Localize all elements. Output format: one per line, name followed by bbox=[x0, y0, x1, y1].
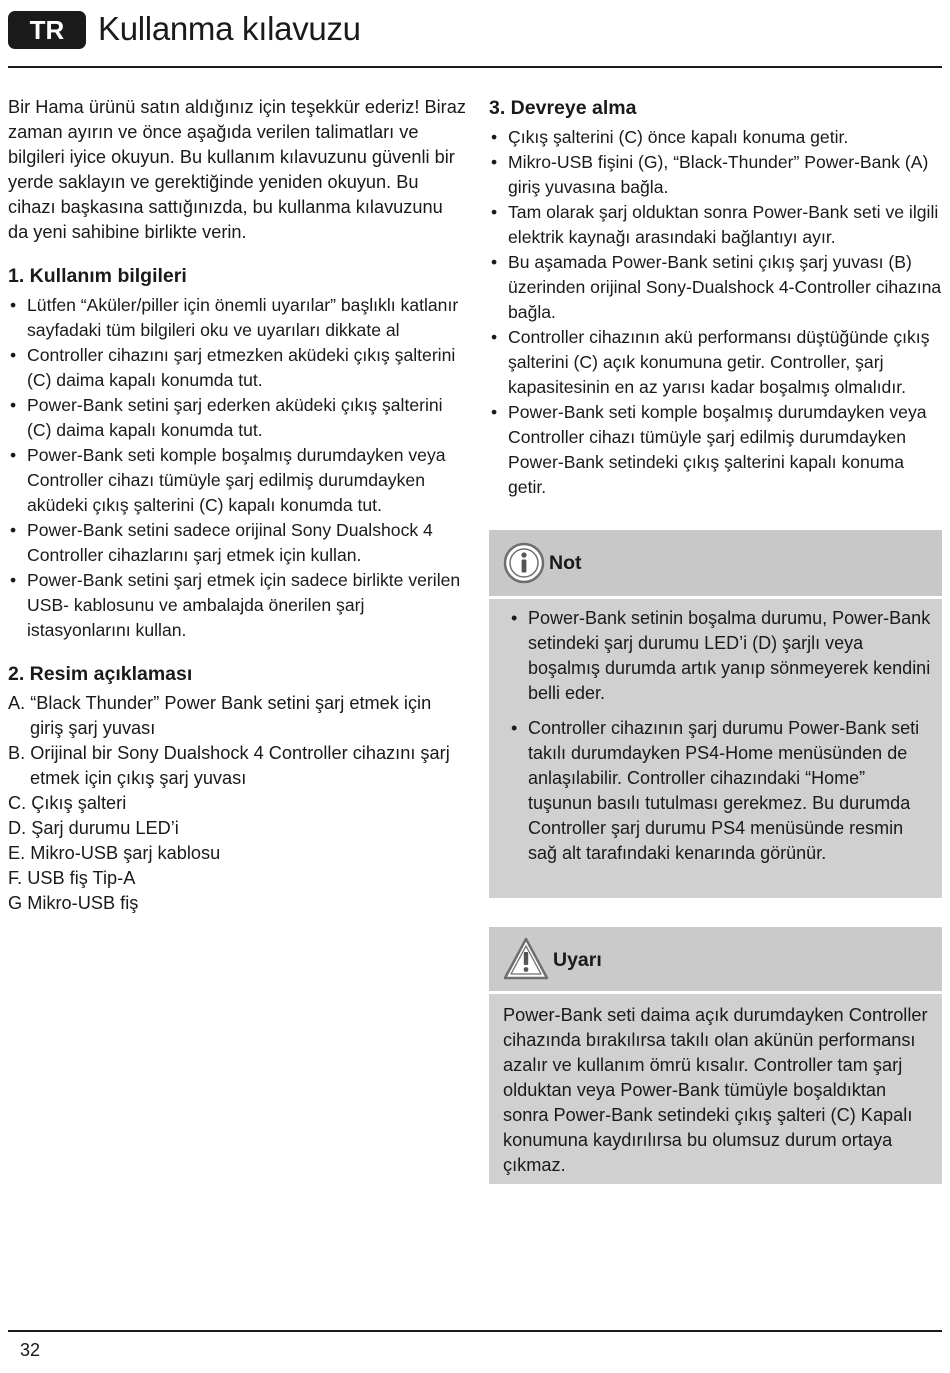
list-item: • Tam olarak şarj olduktan sonra Power-Bank seti ve ilgili elektrik kaynağı arasındaki bağlantıyı ayır. bbox=[489, 200, 942, 250]
language-badge: TR bbox=[8, 11, 86, 49]
image-description-list bbox=[8, 691, 468, 916]
note-header bbox=[489, 530, 942, 596]
header-divider bbox=[8, 66, 942, 68]
list-item: • Bu aşamada Power-Bank setini çıkış şarj yuvası (B) üzerinden orijinal Sony-Dualshock 4-Controller cihazına bağla. bbox=[489, 250, 942, 325]
list-item: F. USB fiş Tip-A bbox=[8, 868, 136, 888]
note-title: Not bbox=[549, 552, 582, 574]
page-title: Kullanma kılavuzu bbox=[98, 10, 361, 47]
list-item: C. Çıkış şalteri bbox=[8, 793, 127, 813]
warning-triangle-icon bbox=[503, 937, 549, 981]
list-item: • Controller cihazının akü performansı düştüğünde çıkış şalterini (C) açık konumuna getir. Controller, şarj kapasitesinin en az yarısı kadar boşalmış olmalıdır. bbox=[489, 325, 942, 400]
list-item: G Mikro-USB fiş bbox=[8, 893, 139, 913]
section-heading-usage-info: 1. Kullanım bilgileri bbox=[8, 265, 187, 287]
warning-title: Uyarı bbox=[553, 949, 602, 971]
list-item: • Power-Bank setini sadece orijinal Sony Dualshock 4 Controller cihazlarını şarj etmek için kullan. bbox=[8, 518, 468, 568]
note-divider bbox=[489, 596, 942, 599]
note-box bbox=[489, 530, 942, 898]
list-item: E. Mikro-USB şarj kablosu bbox=[8, 843, 221, 863]
footer-divider bbox=[8, 1330, 942, 1332]
list-item: • Power-Bank seti komple boşalmış durumdayken veya Controller cihazı tümüyle şarj edilmiş durumdayken Power-Bank setindeki çıkış şalterini kapalı konuma getir. bbox=[489, 400, 942, 500]
list-item: • Controller cihazının şarj durumu Power-Bank seti takılı durumdayken PS4-Home menüsünden de anlaşılabilir. Controller cihazındaki “Home” tuşunun basılı tutulması gerekmez. Bu durumda Controller şarj durumu PS4 menüsünde resmin sağ alt tarafındaki kenarında görünür. bbox=[509, 716, 934, 866]
list-item: • Power-Bank setinin boşalma durumu, Power-Bank setindeki şarj durumu LED’i (D) şarjlı veya boşalmış durumda artık yanıp sönmeyerek kendini belli eder. bbox=[509, 606, 934, 706]
info-icon bbox=[503, 542, 545, 584]
page-header bbox=[8, 8, 942, 68]
left-column bbox=[8, 95, 468, 916]
section-heading-commissioning: 3. Devreye alma bbox=[489, 97, 637, 119]
warning-text: Power-Bank seti daima açık durumdayken Controller cihazında bırakılırsa takılı olan akünün performansı azalır ve kullanım ömrü kısalır. Controller tam şarj olduktan veya Power-Bank tümüyle boşaldıktan sonra Power-Bank setindeki çıkış şalteri (C) Kapalı konumuna kaydırılırsa bu olumsuz durum ortaya çıkmaz. bbox=[503, 1005, 928, 1175]
list-item: • Power-Bank setini şarj ederken aküdeki çıkış şalterini (C) daima kapalı konumda tut. bbox=[8, 393, 468, 443]
list-item: • Power-Bank seti komple boşalmış durumdayken veya Controller cihazı tümüyle şarj edilmiş durumdayken aküdeki çıkış şalterini (C) kapalı konumda tut. bbox=[8, 443, 468, 518]
warning-body bbox=[489, 994, 942, 1184]
note-list bbox=[509, 606, 934, 866]
note-body bbox=[509, 606, 934, 876]
section-heading-image-description: 2. Resim açıklaması bbox=[8, 663, 193, 685]
commissioning-list bbox=[489, 125, 942, 500]
page-number: 32 bbox=[20, 1340, 41, 1360]
warning-header bbox=[489, 927, 942, 991]
list-item: • Çıkış şalterini (C) önce kapalı konuma getir. bbox=[489, 125, 942, 150]
list-item: • Power-Bank setini şarj etmek için sadece birlikte verilen USB- kablosunu ve ambalajda önerilen şarj istasyonlarını kullan. bbox=[8, 568, 468, 643]
intro-paragraph: Bir Hama ürünü satın aldığınız için teşekkür ederiz! Biraz zaman ayırın ve önce aşağıda verilen talimatları ve bilgileri iyice okuyun. Bu kullanım kılavuzunu güvenli bir yerde saklayın ve gerektiğinde yeniden okuyun. Bu cihazı başkasına sattığınızda, bu kullanma kılavuzunu da yeni sahibine birlikte verin. bbox=[8, 97, 466, 242]
right-column bbox=[489, 95, 942, 500]
usage-info-list bbox=[8, 293, 468, 643]
list-item: D. Şarj durumu LED’i bbox=[8, 818, 179, 838]
list-item: B. Orijinal bir Sony Dualshock 4 Controller cihazını şarj etmek için çıkış şarj yuvası bbox=[8, 743, 450, 788]
list-item: • Mikro-USB fişini (G), “Black-Thunder” Power-Bank (A) giriş yuvasına bağla. bbox=[489, 150, 942, 200]
list-item: • Lütfen “Aküler/piller için önemli uyarılar” başlıklı katlanır sayfadaki tüm bilgileri oku ve uyarıları dikkate al bbox=[8, 293, 468, 343]
list-item: A. “Black Thunder” Power Bank setini şarj etmek için giriş şarj yuvası bbox=[8, 693, 432, 738]
list-item: • Controller cihazını şarj etmezken aküdeki çıkış şalterini (C) daima kapalı konumda tut. bbox=[8, 343, 468, 393]
